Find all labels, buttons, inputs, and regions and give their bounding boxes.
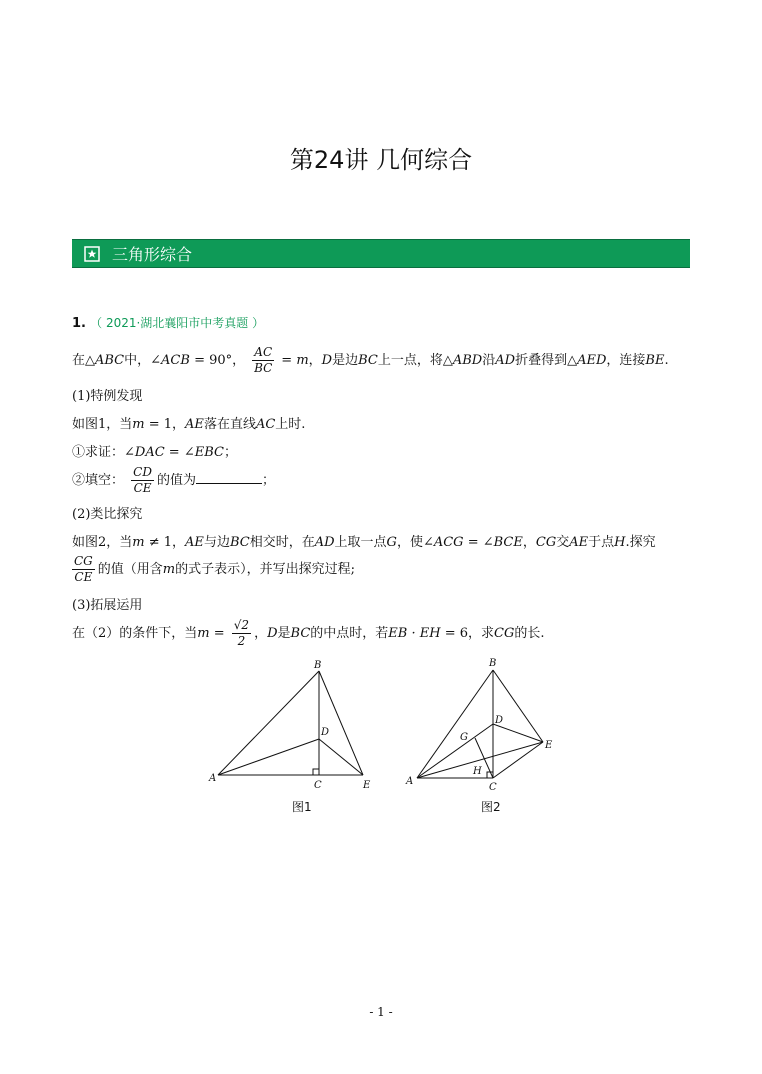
question-number: 1. <box>72 316 86 331</box>
question-source: （ 2021·湖北襄阳市中考真题 ） <box>90 316 265 330</box>
part1-question2: ②填空： $\frac{CD}{CE}$ 的值为 ； <box>72 465 275 495</box>
page-title: 第24讲 几何综合 <box>289 146 473 174</box>
part1-question1: ①求证：∠DAC = ∠EBC； <box>72 445 237 460</box>
fraction-sqrt2-2: $\frac{√2}{2}$ <box>233 618 250 648</box>
fig1-label-c: C <box>314 780 322 791</box>
part2-question: $\frac{CG}{CE}$ 的值（用含m的式子表示），并写出探究过程; <box>74 554 356 584</box>
part3-title: (3)拓展运用 <box>72 598 143 613</box>
question-header <box>72 314 264 331</box>
star-bookmark-icon <box>84 246 100 262</box>
part2-title: (2)类比探究 <box>72 507 143 522</box>
figure-1 <box>205 656 380 801</box>
fig1-label-b: B <box>314 660 322 671</box>
fig2-label-h: H <box>473 766 482 777</box>
part3-question: 在（2）的条件下，当m = $\frac{√2}{2}$ ，D是BC的中点时，若EB · EH = 6，求CG的长. <box>72 618 545 648</box>
page-number: - 1 - <box>369 1005 393 1019</box>
section-header <box>72 239 690 268</box>
fig2-label-b: B <box>489 658 497 669</box>
fig1-label-e: E <box>363 780 371 791</box>
part1-title: (1)特例发现 <box>72 389 143 404</box>
fig1-label-d: D <box>321 727 330 738</box>
section-label: 三角形综合 <box>112 245 193 264</box>
fig1-label-a: A <box>209 773 217 784</box>
fig2-label-a: A <box>406 776 414 787</box>
fig2-label-d: D <box>495 715 504 726</box>
figure-2 <box>400 656 560 801</box>
fraction-cg-ce: $\frac{CG}{CE}$ <box>74 554 93 584</box>
figure-2-caption: 图2 <box>481 800 501 814</box>
part2-condition: 如图2，当m ≠ 1，AE与边BC相交时，在AD上取一点G，使∠ACG = ∠BCE，CG交AE于点H.探究 <box>72 535 656 550</box>
answer-blank[interactable] <box>196 471 262 484</box>
fraction-cd-ce: $\frac{CD}{CE}$ <box>133 465 152 495</box>
fig2-label-g: G <box>460 732 468 743</box>
fig2-label-e: E <box>545 740 553 751</box>
fig2-label-c: C <box>489 782 497 793</box>
figure-1-caption: 图1 <box>292 800 312 814</box>
part1-condition: 如图1，当m = 1，AE落在直线AC上时. <box>72 417 306 432</box>
fraction-ac-bc: $\frac{AC}{BC}$ <box>254 345 273 375</box>
question-stem: 在△ABC中，∠ACB = 90°， $\frac{AC}{BC}$ = m，D是边BC上一点，将△ABD沿AD折叠得到△AED，连接BE. <box>72 345 669 375</box>
